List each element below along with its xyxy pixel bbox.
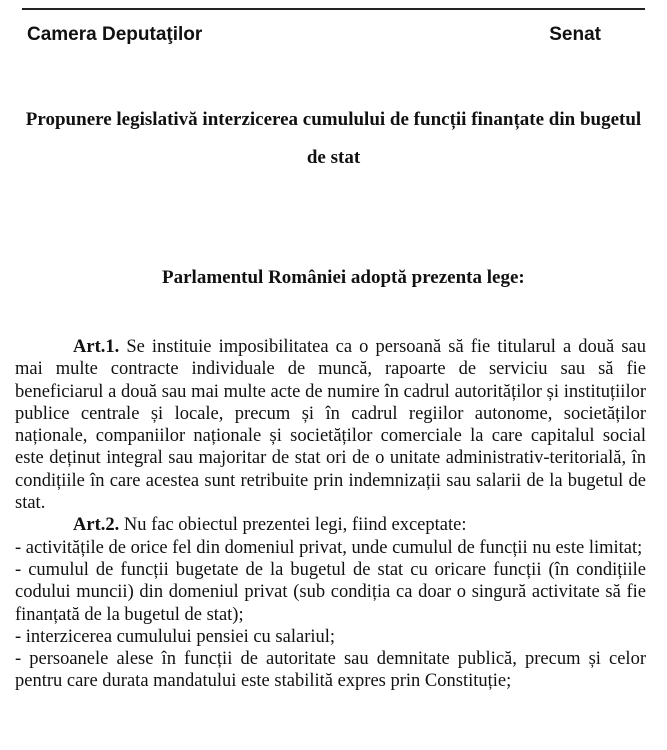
document-title: Propunere legislativă interzicerea cumulului de funcții finanțate din bugetul de stat [25,109,642,168]
exception-item: - activitățile de orice fel din domeniul privat, unde cumulul de funcții nu este limitat; [15,537,643,558]
article-2-label: Art.2. [73,515,120,536]
chamber-of-deputies-label: Camera Deputaţilor [27,24,203,45]
article-2-text: Nu fac obiectul prezentei legi, fiind exceptate: [119,515,467,536]
exception-item: - persoanele alese în funcții de autoritate sau demnitate publică, precum și celor pentru care durata mandatului este stabilită expres prin Constituție; [15,649,646,692]
article-1-text: Se instituie imposibilitatea ca o persoană să fie titularul a două sau mai multe contracte individuale de muncă, rapoarte de serviciu sau să fie beneficiarul a două sau mai multe acte de numire în cadrul autorităților și instituțiilor publice centrale și locale, precum și în cadrul regiilor autonome, societăților naționale, companiilor naționale și societăților comerciale la care capitalul social este deținut integral sau majoritar de stat ori de o unitate administrativ-teritorială, în condițiile în care acestea sunt retribuite prin indemnizații sau salarii de la bugetul de stat. [15,337,646,514]
document-body [15,336,646,693]
senate-label: Senat [549,24,601,45]
exception-item: - cumulul de funcții bugetate de la bugetul de stat cu oricare funcții (în condițiile codului muncii) din domeniul privat (sub condiția ca doar o singură activitate să fie finanțată de la bugetul de stat); [15,559,646,625]
exception-item: - interzicerea cumulului pensiei cu salariul; [15,626,336,647]
article-1-label: Art.1. [73,337,120,357]
article-2 [15,514,646,536]
document-header [27,24,601,46]
adoption-formula: Parlamentul României adoptă prezenta lege: [162,267,525,288]
article-1 [15,336,646,514]
top-rule [22,8,645,10]
